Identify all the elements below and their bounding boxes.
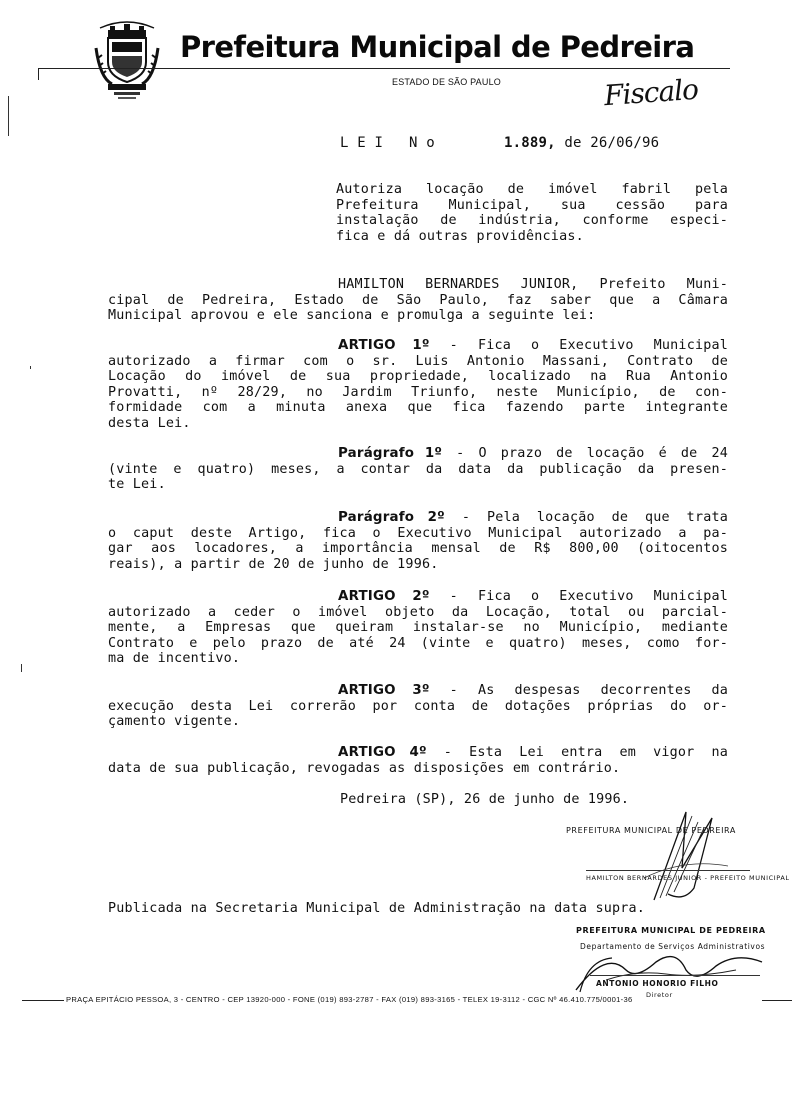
article-line: Locação do imóvel de sua propriedade, localizado na Rua Antonio: [108, 369, 728, 385]
preamble: [108, 277, 728, 324]
margin-mark: [30, 366, 31, 369]
article-4: [108, 745, 728, 776]
article-1: [108, 338, 728, 432]
law-summary: [336, 182, 728, 244]
paragraph-text: - O prazo de locação é de 24: [442, 446, 729, 461]
department-org-stamp: PREFEITURA MUNICIPAL DE PEDREIRA: [576, 926, 766, 935]
paragraph-line: gar aos locadores, a importância mensal de R$ 800,00 (oitocentos: [108, 541, 728, 557]
article-line: formidade com a minuta anexa que fica fazendo parte integrante: [108, 400, 728, 416]
article-3: [108, 683, 728, 730]
footer-address: PRAÇA EPITÁCIO PESSOA, 3 - CENTRO - CEP 13920-000 - FONE (019) 893-2787 - FAX (019) 893-3165 - TELEX 19-3112 - CGC Nº 46.410.775/0001-36: [66, 995, 633, 1004]
article-2: [108, 589, 728, 667]
article-line: execução desta Lei correrão por conta de dotações próprias do or-: [108, 698, 728, 714]
summary-line: instalação de indústria, conforme especi-: [336, 213, 728, 229]
article-first-line: [108, 683, 728, 699]
mayor-signature: [624, 808, 734, 904]
paragraph-line: reais), a partir de 20 de junho de 1996.: [108, 556, 439, 572]
article-label: ARTIGO 3º: [338, 683, 430, 698]
paragraph-first-line: [108, 510, 728, 526]
mayor-name-stamp: HAMILTON BERNARDES JUNIOR - PREFEITO MUNICIPAL: [586, 874, 790, 882]
paragraph-line: te Lei.: [108, 477, 166, 493]
preamble-line: Municipal aprovou e ele sanciona e promulga a seguinte lei:: [108, 308, 596, 324]
article-text: - Esta Lei entra em vigor na: [426, 745, 728, 760]
article-first-line: [108, 589, 728, 605]
article-text: - Fica o Executivo Municipal: [429, 338, 728, 353]
law-title-prefix: L E I N o: [340, 135, 435, 151]
header-rule: [38, 68, 730, 69]
department-name-stamp: Departamento de Serviços Administrativos: [580, 942, 766, 951]
article-line: data de sua publicação, revogadas as disposições em contrário.: [108, 760, 621, 776]
law-title: [340, 136, 659, 152]
article-line: Contrato e pelo prazo de até 24 (vinte e quatro) meses, como for-: [108, 635, 728, 651]
article-line: ma de incentivo.: [108, 651, 241, 667]
article-text: - As despesas decorrentes da: [429, 683, 728, 698]
director-title-stamp: Diretor: [646, 991, 673, 999]
summary-line: Prefeitura Municipal, sua cessão para: [336, 197, 728, 213]
footer-rule: [22, 1000, 64, 1001]
margin-mark: [8, 96, 9, 136]
article-line: desta Lei.: [108, 415, 191, 431]
law-date: de 26/06/96: [564, 135, 660, 151]
initials-signature: Fiscalo: [602, 72, 699, 113]
publication-note: Publicada na Secretaria Municipal de Administração na data supra.: [108, 901, 646, 916]
paragraph-first-line: [108, 446, 728, 462]
paragraph-1: [108, 446, 728, 493]
signature-rule: [590, 975, 760, 976]
article-label: ARTIGO 2º: [338, 589, 430, 604]
footer-rule: [762, 1000, 792, 1001]
article-line: çamento vigente.: [108, 714, 241, 730]
header-title: Prefeitura Municipal de Pedreira: [180, 30, 695, 64]
article-label: ARTIGO 1º: [338, 338, 430, 353]
director-name-stamp: ANTONIO HONORIO FILHO: [596, 979, 719, 988]
article-first-line: [108, 338, 728, 354]
paragraph-text: - Pela locação de que trata: [444, 510, 728, 525]
signature-rule: [586, 870, 750, 871]
paragraph-line: (vinte e quatro) meses, a contar da data da publicação da presen-: [108, 461, 728, 477]
article-text: - Fica o Executivo Municipal: [429, 589, 728, 604]
law-number: 1.889,: [503, 135, 556, 151]
article-first-line: [108, 745, 728, 761]
header-state: ESTADO DE SÃO PAULO: [392, 77, 501, 87]
article-line: autorizado a firmar com o sr. Luis Antonio Massani, Contrato de: [108, 353, 728, 369]
summary-line: Autoriza locação de imóvel fabril pela: [336, 182, 728, 197]
summary-line: fica e dá outras providências.: [336, 228, 584, 244]
paragraph-label: Parágrafo 2º: [338, 510, 445, 525]
preamble-line: cipal de Pedreira, Estado de São Paulo, faz saber que a Câmara: [108, 292, 728, 308]
mayor-office-stamp: PREFEITURA MUNICIPAL DE PEDREIRA: [566, 826, 736, 835]
article-line: mente, a Empresas que queiram instalar-se no Município, mediante: [108, 620, 728, 636]
paragraph-2: [108, 510, 728, 572]
dateline: Pedreira (SP), 26 de junho de 1996.: [340, 792, 630, 807]
article-line: autorizado a ceder o imóvel objeto da Locação, total ou parcial-: [108, 604, 728, 620]
municipal-coat-of-arms-icon: [94, 18, 160, 102]
margin-mark: [21, 664, 22, 672]
paragraph-label: Parágrafo 1º: [338, 446, 443, 461]
margin-rule: [38, 68, 39, 80]
preamble-line: HAMILTON BERNARDES JUNIOR, Prefeito Muni-: [338, 277, 728, 292]
article-label: ARTIGO 4º: [338, 745, 427, 760]
paragraph-line: o caput deste Artigo, fica o Executivo Municipal autorizado a pa-: [108, 525, 728, 541]
article-line: Provatti, nº 28/29, no Jardim Triunfo, neste Município, de con-: [108, 384, 728, 400]
